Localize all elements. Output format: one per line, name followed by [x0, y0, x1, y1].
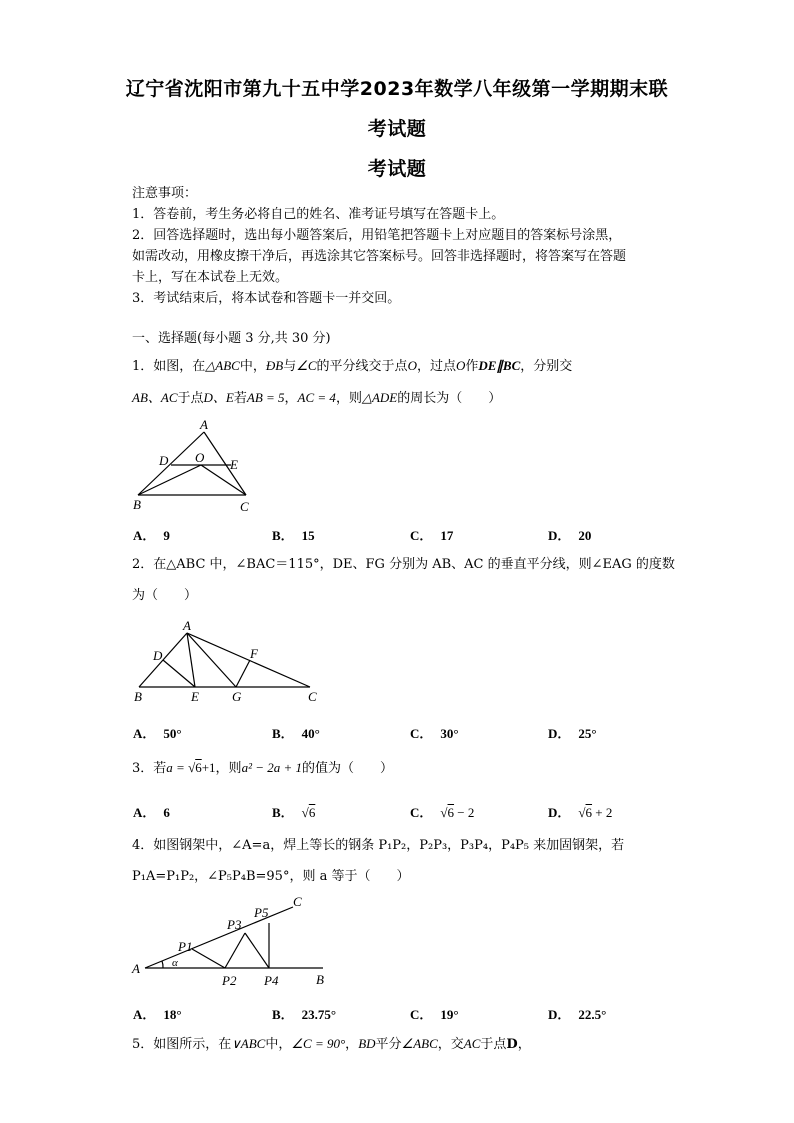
q1-text: 与: [283, 359, 297, 374]
q2-figure: [128, 614, 328, 706]
q1-line2: [132, 390, 501, 407]
option-letter: D．: [548, 528, 571, 543]
q1-label-o: O: [195, 450, 205, 465]
option-letter: A．: [133, 726, 156, 741]
q1-label-c: C: [240, 499, 249, 514]
q1-text: 的周长为（ ）: [397, 391, 502, 406]
option-value: 22.5°: [578, 1007, 607, 1022]
q1-math: O: [455, 358, 466, 373]
q4-angle-arc: [162, 961, 163, 968]
q2-option-c[interactable]: [410, 723, 459, 742]
q4-option-d[interactable]: [548, 1004, 606, 1023]
q1-math: ÐB: [265, 358, 284, 373]
q2-label-b: B: [134, 689, 142, 704]
q4-option-b[interactable]: [272, 1004, 336, 1023]
q1-math: △ABC: [205, 358, 240, 373]
q5-text: ，: [345, 1037, 359, 1052]
q3-option-b[interactable]: [272, 802, 315, 821]
q1-math: AC = 4: [297, 390, 336, 405]
option-suffix: + 2: [592, 805, 613, 820]
q3-option-d[interactable]: [548, 802, 612, 821]
q5-line1: [132, 1036, 531, 1053]
q1-label-a: A: [200, 417, 208, 432]
q1-option-b[interactable]: [272, 525, 315, 544]
q4-figure: [128, 894, 328, 992]
q3-text: ，则: [215, 761, 242, 776]
q4-label-b: B: [316, 972, 324, 987]
q4-label-a: A: [132, 961, 140, 976]
q4-label-c: C: [293, 894, 302, 909]
option-value: 23.75°: [301, 1007, 337, 1022]
q1-math: △ADE: [361, 390, 398, 405]
q5-text: 于点: [480, 1037, 507, 1052]
q1-math: AB、AC: [132, 390, 178, 405]
q2-label-e: E: [191, 689, 199, 704]
option-value: 15: [301, 528, 315, 543]
option-value: 30°: [440, 726, 459, 741]
option-letter: B．: [272, 1007, 294, 1022]
option-letter: C．: [410, 726, 433, 741]
q2-label-f: F: [250, 646, 258, 661]
q5-text: ，: [517, 1037, 531, 1052]
q4-option-c[interactable]: [410, 1004, 459, 1023]
q4-bar-p2p3: [225, 933, 245, 968]
q5-math: ∨ABC: [231, 1036, 266, 1051]
q2-option-d[interactable]: [548, 723, 597, 742]
q2-line2: 为（ ）: [132, 588, 198, 603]
section-heading: 一、选择题(每小题 3 分,共 30 分): [132, 331, 331, 346]
option-value: 9: [163, 528, 170, 543]
q1-math: D、E: [203, 390, 234, 405]
q2-label-c: C: [308, 689, 317, 704]
q1-line1: [132, 358, 572, 375]
option-letter: C．: [410, 1007, 433, 1022]
q2-edge-fg: [236, 660, 250, 687]
q1-math: ∠C: [296, 358, 317, 373]
q4-label-p3: P3: [227, 917, 242, 932]
q2-edge-ac: [187, 633, 310, 687]
option-letter: C．: [410, 805, 433, 820]
q1-figure: [128, 416, 258, 516]
notes-item-1: 1．答卷前，考生务必将自己的姓名、准考证号填写在答题卡上。: [132, 207, 505, 222]
notes-item-2-cont2: 卡上，写在本试卷上无效。: [132, 270, 289, 285]
q1-option-d[interactable]: [548, 525, 591, 544]
q3-math: a² − 2a + 1: [241, 760, 303, 775]
q1-text: 作: [465, 359, 479, 374]
q1-text: ，分别交: [520, 359, 573, 374]
q4-option-a[interactable]: [133, 1004, 182, 1023]
q4-label-alpha: α: [172, 957, 178, 969]
q1-math: AB = 5: [246, 390, 285, 405]
q5-text: 平分: [375, 1037, 402, 1052]
q1-math: DE∥BC: [478, 358, 521, 373]
q4-line2: P₁A=P₁P₂，∠P₅P₄B=95°，则 a 等于（ ）: [132, 869, 410, 884]
q3-text: 的值为（ ）: [302, 761, 394, 776]
q5-text: ，交: [437, 1037, 464, 1052]
q2-edge-de: [163, 660, 195, 687]
q3-sqrt: √6: [188, 760, 202, 775]
q3-text: 3．若: [132, 761, 167, 776]
option-letter: B．: [272, 528, 294, 543]
option-value: 6: [163, 805, 170, 820]
q4-label-p2: P2: [222, 973, 237, 988]
q5-math: ∠C = 90°: [291, 1036, 346, 1051]
option-value: 40°: [301, 726, 320, 741]
option-value: 20: [578, 528, 592, 543]
option-radicand: 6: [585, 805, 593, 820]
option-letter: B．: [272, 726, 294, 741]
q1-text: 的平分线交于点: [316, 359, 408, 374]
option-value: 17: [440, 528, 454, 543]
q1-text: ，过点: [416, 359, 456, 374]
q5-text: 中，: [265, 1037, 292, 1052]
notes-item-3: 3．考试结束后，将本试卷和答题卡一并交回。: [132, 291, 401, 306]
q4-bar-p1p2: [192, 949, 225, 968]
exam-title-line3: 考试题: [367, 158, 427, 180]
q2-option-a[interactable]: [133, 723, 182, 742]
q5-text: 5．如图所示，在: [132, 1037, 232, 1052]
q2-option-b[interactable]: [272, 723, 320, 742]
q3-math: a =: [166, 760, 189, 775]
exam-title-line1: 辽宁省沈阳市第九十五中学2023年数学八年级第一学期期末联: [125, 78, 669, 100]
q2-label-a: A: [183, 618, 191, 633]
q1-option-a[interactable]: [133, 525, 170, 544]
q1-text: 若: [233, 391, 247, 406]
option-suffix: − 2: [454, 805, 475, 820]
q3-math: +1: [201, 760, 216, 775]
notes-item-2: 2．回答选择题时，选出每小题答案后，用铅笔把答题卡上对应题目的答案标号涂黑，: [132, 228, 622, 243]
q2-label-g: G: [232, 689, 242, 704]
option-letter: B．: [272, 805, 294, 820]
q1-edge-bo: [138, 465, 201, 495]
q5-math: D: [506, 1037, 518, 1052]
option-radicand: 6: [447, 805, 455, 820]
q2-label-d: D: [153, 648, 163, 663]
exam-title-line2: 考试题: [367, 118, 427, 140]
q3-option-c[interactable]: [410, 802, 474, 821]
q1-edge-ac: [204, 432, 246, 495]
q5-math: BD: [358, 1036, 376, 1051]
q4-label-p4: P4: [264, 973, 279, 988]
q1-text: ，则: [335, 391, 362, 406]
option-letter: A．: [133, 528, 156, 543]
q1-label-b: B: [133, 497, 141, 512]
q5-math: AC: [463, 1036, 481, 1051]
q4-bar-p3p4: [245, 933, 269, 968]
q4-ray-ac: [145, 907, 293, 968]
option-value: √6 − 2: [440, 805, 475, 820]
option-radicand: 6: [308, 805, 316, 820]
option-letter: A．: [133, 1007, 156, 1022]
option-value: 50°: [163, 726, 182, 741]
option-letter: C．: [410, 528, 433, 543]
option-value: 19°: [440, 1007, 459, 1022]
notes-heading: 注意事项：: [132, 186, 198, 201]
q1-edge-co: [201, 465, 246, 495]
option-value: 25°: [578, 726, 597, 741]
q4-label-p1: P1: [178, 939, 193, 954]
option-letter: D．: [548, 726, 571, 741]
q5-math: ∠ABC: [401, 1036, 438, 1051]
q1-text: ，: [284, 391, 298, 406]
q3-radicand: 6: [195, 760, 202, 775]
option-letter: A．: [133, 805, 156, 820]
q1-label-d: D: [159, 453, 169, 468]
q1-option-c[interactable]: [410, 525, 453, 544]
option-value: √6 + 2: [578, 805, 613, 820]
q1-label-e: E: [230, 457, 238, 472]
option-letter: D．: [548, 805, 571, 820]
q4-line1: 4．如图钢架中，∠A=a，焊上等长的钢条 P₁P₂，P₂P₃，P₃P₄，P₄P₅ 来加固钢架，若: [132, 838, 625, 853]
option-value: √6: [301, 805, 316, 820]
q2-line1: 2．在△ABC 中，∠BAC＝115°，DE、FG 分别为 AB、AC 的垂直平分线，则∠EAG 的度数: [132, 557, 675, 572]
q1-math: O: [407, 358, 417, 373]
q1-text: 中，: [239, 359, 266, 374]
option-letter: D．: [548, 1007, 571, 1022]
q1-text: 于点: [177, 391, 204, 406]
notes-item-2-cont: 如需改动，用橡皮擦干净后，再选涂其它答案标号。回答非选择题时，将答案写在答题: [132, 249, 627, 264]
q4-label-p5: P5: [254, 905, 269, 920]
option-value: 18°: [163, 1007, 182, 1022]
q3-option-a[interactable]: [133, 802, 170, 821]
q1-text: 1．如图，在: [132, 359, 206, 374]
q3-line1: [132, 760, 393, 777]
